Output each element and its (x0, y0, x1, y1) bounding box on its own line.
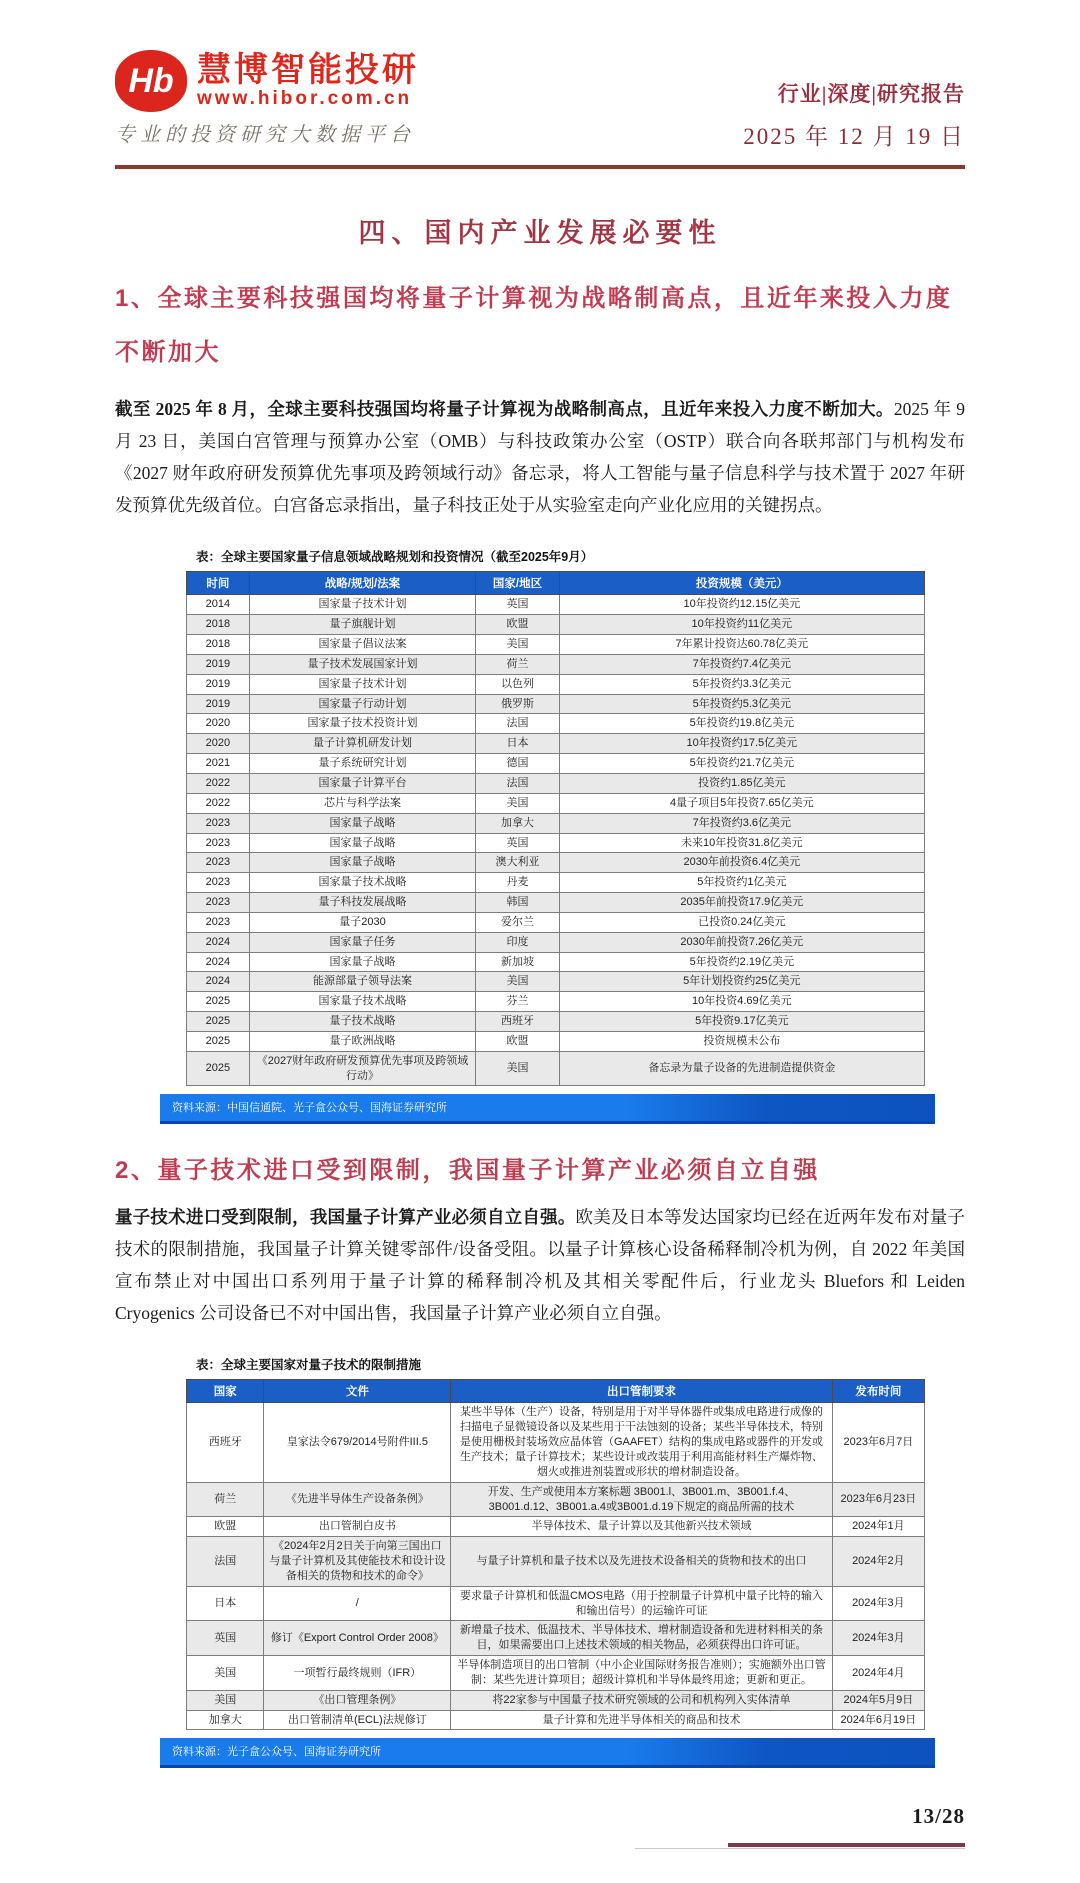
table-cell: 2019 (187, 674, 250, 694)
table-cell: 美国 (476, 1051, 559, 1086)
table-cell: 国家量子技术计划 (249, 595, 476, 615)
table-cell: 已投资0.24亿美元 (559, 912, 924, 932)
table-cell: 与量子计算机和量子技术以及先进技术设备相关的货物和技术的出口 (451, 1537, 833, 1587)
table-cell: 《2027财年政府研发预算优先事项及跨领域行动》 (249, 1051, 476, 1086)
table-cell: 半导体制造项目的出口管制（中小企业国际财务报告准则）；实施额外出口管制：某些先进计算项目；超级计算机和半导体最终用途；更新和更正。 (451, 1656, 833, 1691)
table-cell: 法国 (476, 714, 559, 734)
table-cell: 2025 (187, 1012, 250, 1032)
table-cell: 2025 (187, 1051, 250, 1086)
section-2-paragraph (115, 1202, 965, 1329)
table-2-caption: 表：全球主要国家对量子技术的限制措施 (196, 1358, 422, 1373)
table-row (187, 912, 925, 932)
table-cell: 2024年2月 (832, 1537, 924, 1587)
table-cell: 荷兰 (187, 1482, 264, 1517)
table-row (187, 773, 925, 793)
table-cell: 2025 (187, 1031, 250, 1051)
table-row (187, 635, 925, 655)
table-row (187, 793, 925, 813)
table-cell: 2023 (187, 813, 250, 833)
table-cell: 5年投资约1亿美元 (559, 873, 924, 893)
table-cell: 2030年前投资7.26亿美元 (559, 932, 924, 952)
table-cell: 欧盟 (476, 615, 559, 635)
table-cell: 2021 (187, 754, 250, 774)
table-cell: 2018 (187, 615, 250, 635)
table-cell: 5年投资约2.19亿美元 (559, 952, 924, 972)
table-cell: 2023 (187, 893, 250, 913)
table-cell: 英国 (187, 1621, 264, 1656)
table-cell: 国家量子战略 (249, 813, 476, 833)
table-row (187, 1051, 925, 1086)
page-footer (115, 1804, 965, 1853)
table-cell: 《2024年2月2日关于向第三国出口与量子计算机及其使能技术和设计设备相关的货物和技术的命令》 (264, 1537, 451, 1587)
table-cell: 将22家参与中国量子技术研究领域的公司和机构列入实体清单 (451, 1690, 833, 1710)
table-cell: 澳大利亚 (476, 853, 559, 873)
table-cell: 要求量子计算机和低温CMOS电路（用于控制量子计算机中量子比特的输入和输出信号）的运输许可证 (451, 1586, 833, 1621)
table-cell: 2023年6月7日 (832, 1403, 924, 1482)
table-cell: 5年投资约19.8亿美元 (559, 714, 924, 734)
section-1-paragraph (115, 394, 965, 521)
table-cell: 未来10年投资31.8亿美元 (559, 833, 924, 853)
table-cell: 出口管制清单(ECL)法规修订 (264, 1710, 451, 1730)
table-cell: 能源部量子领导法案 (249, 972, 476, 992)
table-cell: 量子技术战略 (249, 1012, 476, 1032)
table-cell: 印度 (476, 932, 559, 952)
table-cell: 7年累计投资达60.78亿美元 (559, 635, 924, 655)
table-cell: 2020 (187, 714, 250, 734)
table-cell: 10年投资约12.15亿美元 (559, 595, 924, 615)
table-cell: 5年投资约21.7亿美元 (559, 754, 924, 774)
table-cell: 国家量子计算平台 (249, 773, 476, 793)
table-cell: 2030年前投资6.4亿美元 (559, 853, 924, 873)
table-cell: 国家量子技术计划 (249, 674, 476, 694)
table-1 (186, 571, 925, 1086)
table-row (187, 1710, 925, 1730)
table-row (187, 674, 925, 694)
table-row (187, 853, 925, 873)
column-header: 战略/规划/法案 (249, 572, 476, 595)
table-cell: 美国 (476, 635, 559, 655)
column-header: 文件 (264, 1380, 451, 1403)
table-cell: 日本 (187, 1586, 264, 1621)
table-cell: 量子欧洲战略 (249, 1031, 476, 1051)
table-cell: 2024 (187, 952, 250, 972)
table-cell: 2025 (187, 992, 250, 1012)
table-row (187, 1586, 925, 1621)
table-cell: 投资规模未公布 (559, 1031, 924, 1051)
column-header: 国家 (187, 1380, 264, 1403)
table-row (187, 654, 925, 674)
table-cell: 2035年前投资17.9亿美元 (559, 893, 924, 913)
table-cell: 韩国 (476, 893, 559, 913)
table-cell: 美国 (476, 972, 559, 992)
section-1-body: 2025 年 9 月 23 日，美国白宫管理与预算办公室（OMB）与科技政策办公室（OSTP）联合向各联邦部门与机构发布《2027 财年政府研发预算优先事项及跨领域行动》备忘录，将人工智能与量子信息科学与技术置于 2027 年研发预算优先级首位。白宫备忘录指出，量子科技正处于从实验室走向产业化应用的关键拐点。 (115, 399, 966, 515)
table-cell: 量子计算机研发计划 (249, 734, 476, 754)
table-row (187, 893, 925, 913)
table-row (187, 952, 925, 972)
table-cell: 欧盟 (476, 1031, 559, 1051)
report-header (115, 50, 965, 169)
page-number: 13/28 (912, 1804, 965, 1829)
table-cell: 美国 (476, 793, 559, 813)
table-cell: 加拿大 (187, 1710, 264, 1730)
table-row (187, 734, 925, 754)
section-1-heading: 1、全球主要科技强国均将量子计算视为战略制高点，且近年来投入力度不断加大 (115, 285, 953, 366)
table-1-caption: 表：全球主要国家量子信息领域战略规划和投资情况（截至2025年9月） (196, 550, 594, 565)
table-row (187, 813, 925, 833)
table-cell: 国家量子技术投资计划 (249, 714, 476, 734)
table-cell: 西班牙 (187, 1403, 264, 1482)
footer-rule-thick (728, 1843, 965, 1847)
table-1-block (186, 547, 925, 1086)
table-cell: 某些半导体（生产）设备，特别是用于对半导体器件或集成电路进行成像的扫描电子显微镜设备以及某些用于干法蚀刻的设备；某些半导体技术，特别是使用栅极封装场效应晶体管（GAAFET）结构的集成电路或器件的开发或生产技术；量子计算技术；某些设计或改装用于利用高能材料生产爆炸物、烟火或推进剂装置或形状的增材制造设备。 (451, 1403, 833, 1482)
table-cell: 开发、生产或使用本方案标题 3B001.l、3B001.m、3B001.f.4、3B001.d.12、3B001.a.4或3B001.d.19下规定的商品所需的技术 (451, 1482, 833, 1517)
column-header: 时间 (187, 572, 250, 595)
column-header: 国家/地区 (476, 572, 559, 595)
section-1-lead: 截至 2025 年 8 月，全球主要科技强国均将量子计算视为战略制高点，且近年来投入力度不断加大。 (115, 399, 894, 419)
table-cell: 7年投资约3.6亿美元 (559, 813, 924, 833)
table-cell: 5年投资约5.3亿美元 (559, 694, 924, 714)
table-row (187, 754, 925, 774)
table-1-source: 资料来源：中国信通院、光子盒公众号、国海证券研究所 (160, 1094, 935, 1124)
table-row (187, 932, 925, 952)
table-cell: 芬兰 (476, 992, 559, 1012)
table-row (187, 972, 925, 992)
table-cell: 10年投资4.69亿美元 (559, 992, 924, 1012)
page-title: 四、国内产业发展必要性 (358, 218, 722, 248)
table-cell: 2024 (187, 972, 250, 992)
table-cell: 7年投资约7.4亿美元 (559, 654, 924, 674)
table-cell: 英国 (476, 595, 559, 615)
table-row (187, 1537, 925, 1587)
table-cell: 欧盟 (187, 1517, 264, 1537)
table-cell: 2024 (187, 932, 250, 952)
table-cell: 备忘录为量子设备的先进制造提供资金 (559, 1051, 924, 1086)
table-cell: 皇家法令679/2014号附件III.5 (264, 1403, 451, 1482)
table-cell: 国家量子战略 (249, 952, 476, 972)
table-cell: 5年计划投资约25亿美元 (559, 972, 924, 992)
table-cell: 国家量子战略 (249, 853, 476, 873)
table-cell: 加拿大 (476, 813, 559, 833)
table-cell: 10年投资约17.5亿美元 (559, 734, 924, 754)
table-cell: 俄罗斯 (476, 694, 559, 714)
table-2-header-row (187, 1380, 925, 1403)
table-cell: 2018 (187, 635, 250, 655)
table-cell: 国家量子任务 (249, 932, 476, 952)
table-cell: 5年投资约3.3亿美元 (559, 674, 924, 694)
table-row (187, 833, 925, 853)
table-cell: 美国 (187, 1656, 264, 1691)
table-cell: 量子科技发展战略 (249, 893, 476, 913)
column-header: 投资规模（美元） (559, 572, 924, 595)
table-cell: 日本 (476, 734, 559, 754)
table-cell: 2023 (187, 833, 250, 853)
table-cell: 2024年3月 (832, 1621, 924, 1656)
table-cell: 2019 (187, 694, 250, 714)
table-cell: 国家量子倡议法案 (249, 635, 476, 655)
table-row (187, 1656, 925, 1691)
table-cell: 2023 (187, 853, 250, 873)
table-cell: 美国 (187, 1690, 264, 1710)
table-cell: 量子计算和先进半导体相关的商品和技术 (451, 1710, 833, 1730)
table-cell: 国家量子行动计划 (249, 694, 476, 714)
column-header: 发布时间 (832, 1380, 924, 1403)
brand-url: www.hibor.com.cn (197, 87, 413, 109)
table-cell: 国家量子技术战略 (249, 873, 476, 893)
table-cell: 量子技术发展国家计划 (249, 654, 476, 674)
table-cell: 2024年1月 (832, 1517, 924, 1537)
table-cell: 2020 (187, 734, 250, 754)
hibor-logo-icon: Hb (115, 50, 187, 112)
table-cell: 2022 (187, 773, 250, 793)
section-2-heading: 2、量子技术进口受到限制，我国量子计算产业必须自立自强 (115, 1157, 820, 1185)
table-cell: 芯片与科学法案 (249, 793, 476, 813)
table-cell: 量子系统研究计划 (249, 754, 476, 774)
table-cell: 丹麦 (476, 873, 559, 893)
table-row (187, 615, 925, 635)
table-cell: 西班牙 (476, 1012, 559, 1032)
section-2-body: 欧美及日本等发达国家均已经在近两年发布对量子技术的限制措施，我国量子计算关键零部件/设备受阻。以量子计算核心设备稀释制冷机为例，自 2022 年美国宣布禁止对中国出口系列用于量子计算的稀释制冷机及其相关零配件后，行业龙头 Bluefors 和 Leiden Cryogenics 公司设备已不对中国出售，我国量子计算产业必须自立自强。 (115, 1207, 965, 1323)
table-cell: 2023 (187, 912, 250, 932)
table-2-source: 资料来源：光子盒公众号、国海证券研究所 (160, 1738, 935, 1768)
table-cell: 量子2030 (249, 912, 476, 932)
table-cell: 2023年6月23日 (832, 1482, 924, 1517)
table-1-header-row (187, 572, 925, 595)
table-cell: 4量子项目5年投资7.65亿美元 (559, 793, 924, 813)
table-cell: 2024年5月9日 (832, 1690, 924, 1710)
table-cell: 爱尔兰 (476, 912, 559, 932)
footer-rule (115, 1841, 965, 1853)
report-date: 2025 年 12 月 19 日 (743, 124, 965, 149)
table-cell: 5年投资9.17亿美元 (559, 1012, 924, 1032)
table-cell: 投资约1.85亿美元 (559, 773, 924, 793)
table-cell: 2019 (187, 654, 250, 674)
table-cell: 以色列 (476, 674, 559, 694)
column-header: 出口管制要求 (451, 1380, 833, 1403)
section-2-lead: 量子技术进口受到限制，我国量子计算产业必须自立自强。 (115, 1207, 576, 1228)
table-cell: 英国 (476, 833, 559, 853)
table-cell: 法国 (187, 1537, 264, 1587)
table-cell: 2024年3月 (832, 1586, 924, 1621)
table-cell: 新加坡 (476, 952, 559, 972)
table-cell: 荷兰 (476, 654, 559, 674)
table-cell: 一项暂行最终规则（IFR） (264, 1656, 451, 1691)
table-cell: 《出口管理条例》 (264, 1690, 451, 1710)
table-row (187, 1031, 925, 1051)
table-cell: 2023 (187, 873, 250, 893)
table-row (187, 1403, 925, 1482)
table-row (187, 595, 925, 615)
table-cell: / (264, 1586, 451, 1621)
table-row (187, 714, 925, 734)
table-cell: 2024年4月 (832, 1656, 924, 1691)
table-row (187, 1690, 925, 1710)
table-cell: 国家量子战略 (249, 833, 476, 853)
table-cell: 出口管制白皮书 (264, 1517, 451, 1537)
table-row (187, 1012, 925, 1032)
footer-rule-thin (635, 1848, 965, 1849)
table-2-block (186, 1355, 925, 1730)
table-cell: 《先进半导体生产设备条例》 (264, 1482, 451, 1517)
table-cell: 半导体技术、量子计算以及其他新兴技术领域 (451, 1517, 833, 1537)
brand-name: 慧博智能投研 (197, 51, 419, 90)
brand-tagline: 专业的投资研究大数据平台 (115, 124, 415, 146)
table-row (187, 694, 925, 714)
table-row (187, 992, 925, 1012)
doc-type-label: 行业|深度|研究报告 (777, 82, 965, 106)
table-cell: 量子旗舰计划 (249, 615, 476, 635)
table-cell: 修订《Export Control Order 2008》 (264, 1621, 451, 1656)
table-cell: 法国 (476, 773, 559, 793)
table-cell: 10年投资约11亿美元 (559, 615, 924, 635)
brand-logo (115, 50, 419, 147)
table-cell: 国家量子技术战略 (249, 992, 476, 1012)
table-row (187, 873, 925, 893)
table-row (187, 1482, 925, 1517)
table-cell: 2022 (187, 793, 250, 813)
table-cell: 新增量子技术、低温技术、半导体技术、增材制造设备和先进材料相关的条目，如果需要出口上述技术领域的相关物品，必须获得出口许可证。 (451, 1621, 833, 1656)
table-cell: 2024年6月19日 (832, 1710, 924, 1730)
table-cell: 2014 (187, 595, 250, 615)
table-2 (186, 1379, 925, 1730)
table-cell: 德国 (476, 754, 559, 774)
table-row (187, 1621, 925, 1656)
